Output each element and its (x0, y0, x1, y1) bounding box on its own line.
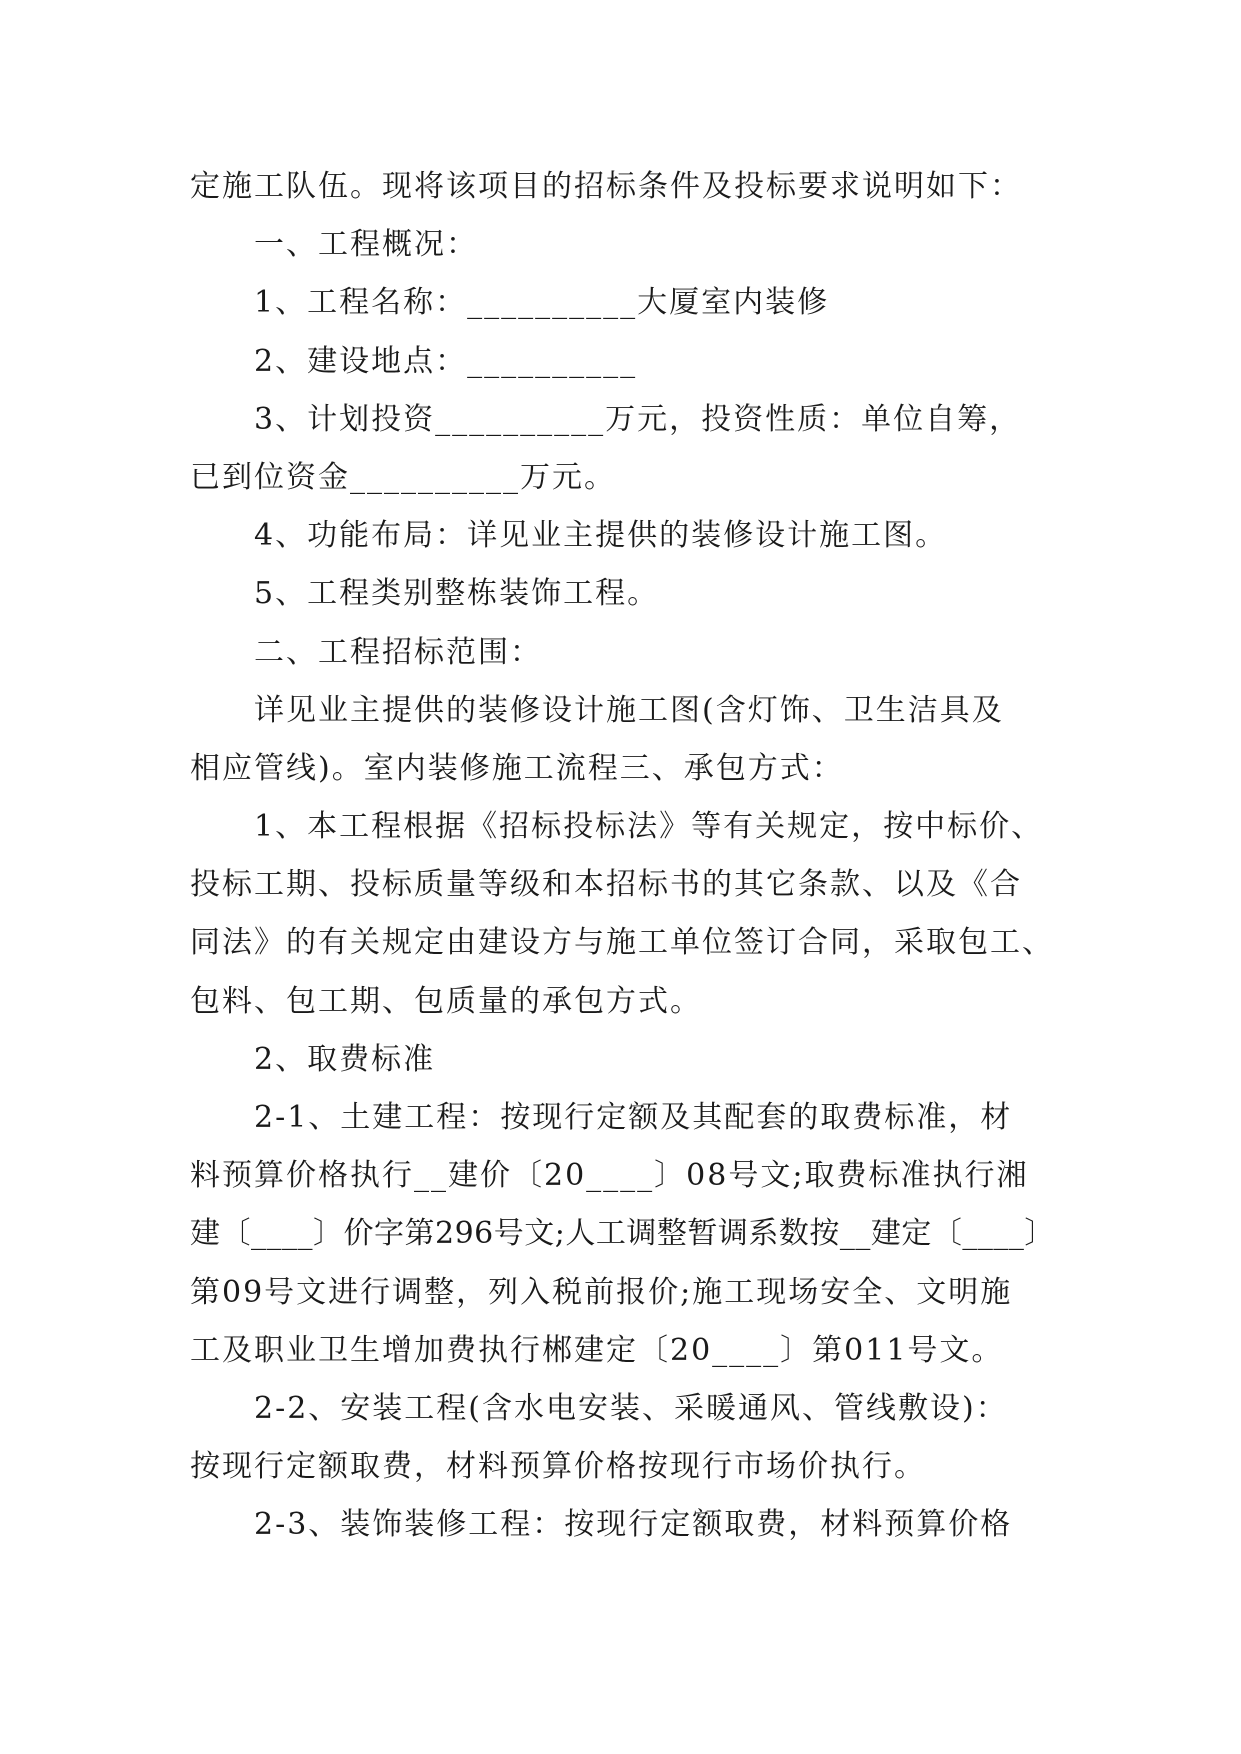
text-line: 包料、包工期、包质量的承包方式。 (190, 983, 702, 1019)
text-line: 详见业主提供的装修设计施工图(含灯饰、卫生洁具及 (254, 692, 1004, 728)
text-line: 按现行定额取费，材料预算价格按现行市场价执行。 (190, 1449, 926, 1485)
text-line: 已到位资金__________万元。 (190, 459, 616, 495)
section-heading-scope: 二、工程招标范围： (254, 634, 542, 670)
text-line: 2、建设地点：__________ (254, 343, 638, 379)
text-line: 建〔____〕价字第296号文;人工调整暂调系数按__建定〔____〕 (190, 1216, 1055, 1252)
text-line: 投标工期、投标质量等级和本招标书的其它条款、以及《合 (190, 867, 1022, 903)
text-line: 第09号文进行调整，列入税前报价;施工现场安全、文明施 (190, 1274, 1013, 1310)
text-line: 2-1、土建工程：按现行定额及其配套的取费标准，材 (254, 1100, 1013, 1135)
text-line: 同法》的有关规定由建设方与施工单位签订合同，采取包工、 (190, 925, 1054, 961)
document-body (190, 158, 1060, 1555)
text-line: 定施工队伍。现将该项目的招标条件及投标要求说明如下： (190, 169, 1022, 204)
text-line: 4、功能布局：详见业主提供的装修设计施工图。 (254, 518, 948, 554)
text-line: 3、计划投资__________万元，投资性质：单位自筹， (254, 401, 1022, 437)
text-line: 5、工程类别整栋装饰工程。 (254, 576, 660, 612)
text-line: 1、本工程根据《招标投标法》等有关规定，按中标价、 (254, 809, 1044, 845)
text-line: 相应管线)。室内装修施工流程三、承包方式： (190, 750, 844, 786)
text-line: 2-2、安装工程(含水电安装、采暖通风、管线敷设)： (254, 1390, 1008, 1426)
section-heading-overview: 一、工程概况： (254, 227, 478, 263)
text-line: 料预算价格执行__建价〔20____〕08号文;取费标准执行湘 (190, 1158, 1029, 1194)
text-line: 工及职业卫生增加费执行郴建定〔20____〕第011号文。 (190, 1332, 1004, 1368)
text-line: 1、工程名称：__________大厦室内装修 (254, 285, 830, 321)
text-line: 2-3、装饰装修工程：按现行定额取费，材料预算价格 (254, 1507, 1013, 1543)
subsection-heading-fees: 2、取费标准 (254, 1041, 436, 1077)
